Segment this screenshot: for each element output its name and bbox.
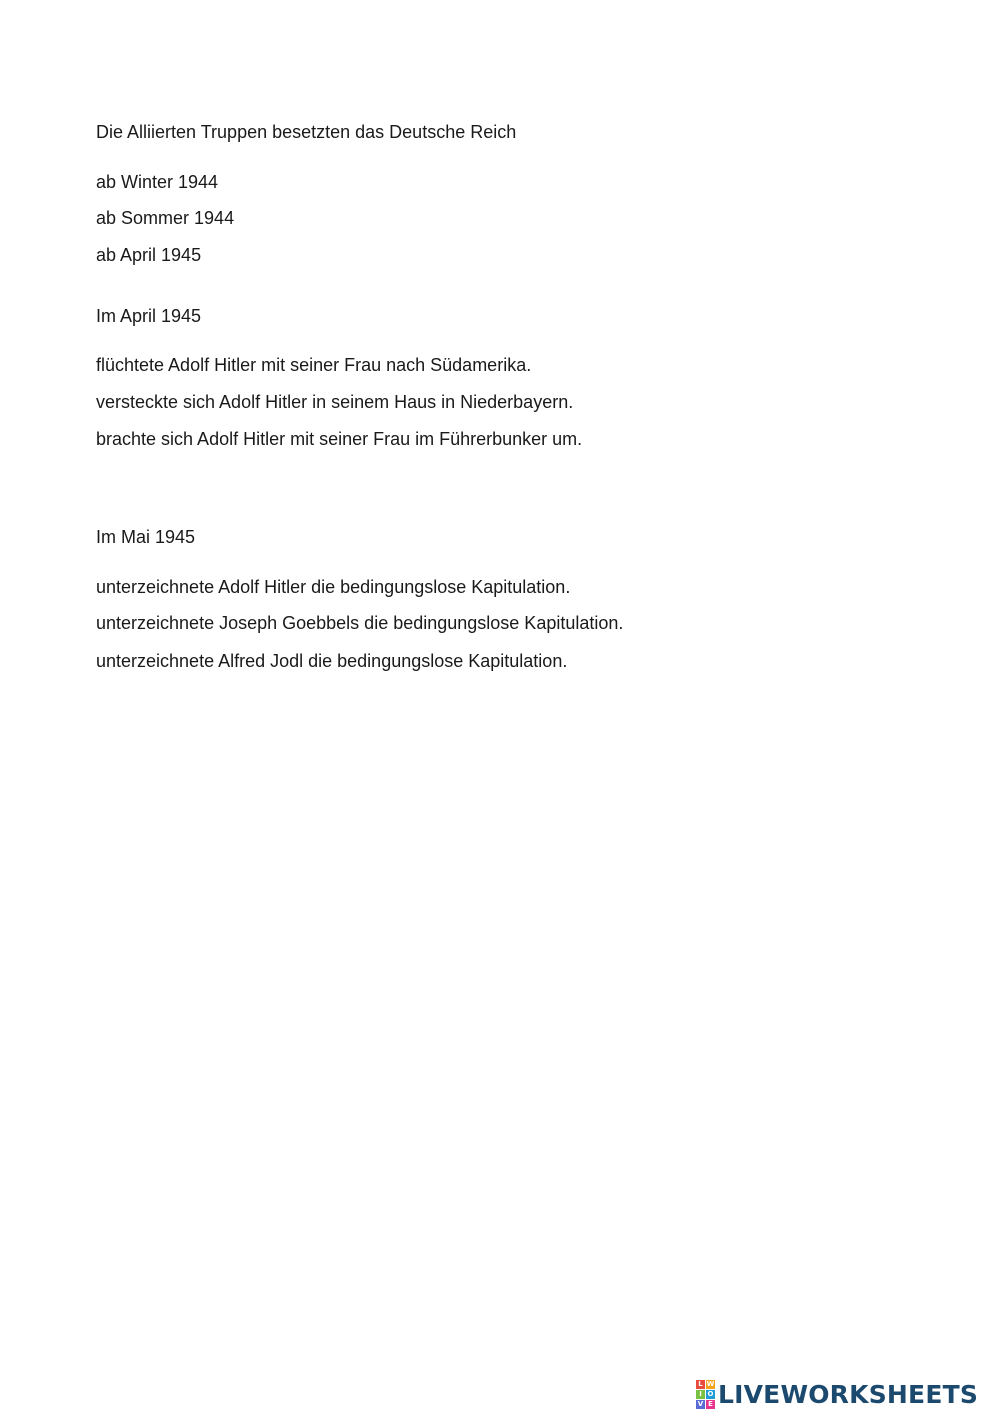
question-2-option-2[interactable]: versteckte sich Adolf Hitler in seinem Haus in Niederbayern. bbox=[96, 392, 574, 412]
logo-icon-tile: V bbox=[697, 1399, 704, 1408]
logo-icon-tile: L bbox=[696, 1380, 705, 1389]
question-1-option-2[interactable]: ab Sommer 1944 bbox=[96, 208, 235, 228]
logo-icon-tile: E bbox=[706, 1400, 715, 1409]
liveworksheets-logo bbox=[696, 1378, 978, 1410]
liveworksheets-logo-icon bbox=[696, 1380, 715, 1409]
logo-icon-tile: W bbox=[706, 1379, 715, 1388]
liveworksheets-logo-text: LIVEWORKSHEETS bbox=[718, 1379, 979, 1409]
question-2-option-1[interactable]: flüchtete Adolf Hitler mit seiner Frau nach Südamerika. bbox=[96, 355, 532, 375]
logo-icon-tile: I bbox=[696, 1390, 705, 1399]
question-1-option-3[interactable]: ab April 1945 bbox=[96, 245, 202, 265]
question-1-option-1[interactable]: ab Winter 1944 bbox=[96, 172, 219, 192]
question-2-prompt: Im April 1945 bbox=[96, 306, 202, 326]
question-3-option-3[interactable]: unterzeichnete Alfred Jodl die bedingungslose Kapitulation. bbox=[96, 651, 568, 671]
question-3-prompt: Im Mai 1945 bbox=[96, 527, 196, 547]
question-3-option-1[interactable]: unterzeichnete Adolf Hitler die bedingungslose Kapitulation. bbox=[96, 577, 571, 597]
question-1-prompt: Die Alliierten Truppen besetzten das Deutsche Reich bbox=[96, 122, 517, 142]
question-2-option-3[interactable]: brachte sich Adolf Hitler mit seiner Frau im Führerbunker um. bbox=[96, 429, 583, 449]
logo-icon-tile: O bbox=[707, 1389, 714, 1398]
question-3-option-2[interactable]: unterzeichnete Joseph Goebbels die bedingungslose Kapitulation. bbox=[96, 613, 624, 633]
